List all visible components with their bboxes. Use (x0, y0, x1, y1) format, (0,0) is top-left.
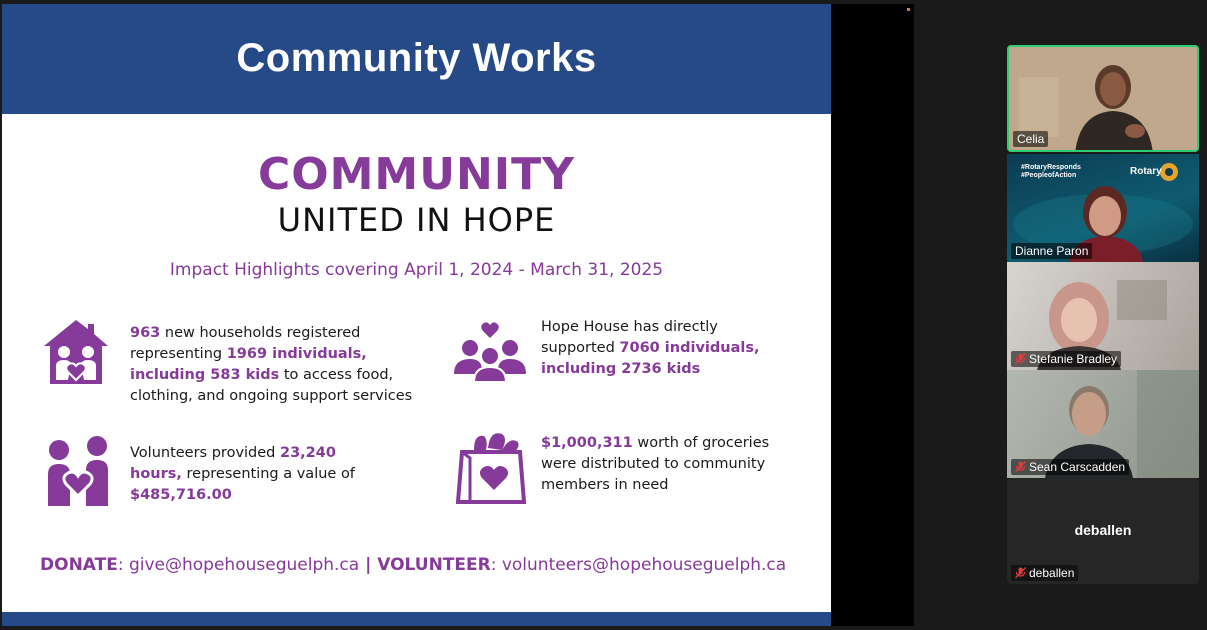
stat-volunteer-hours (130, 443, 370, 506)
grocery-bag-heart-icon (454, 428, 528, 506)
hashtag-people-of-action: #PeopleofAction (1021, 172, 1077, 179)
brand-subtitle: UNITED IN HOPE (277, 201, 556, 239)
stat-text-part: $1,000,311 (541, 435, 633, 451)
rotary-hashtags (1021, 164, 1081, 180)
participant-name-label (1011, 351, 1121, 367)
rotary-logo-text: Rotary (1130, 166, 1162, 177)
stat-text-part: new households registered representing (130, 325, 361, 362)
contact-line (40, 555, 820, 575)
house-family-icon (40, 316, 112, 388)
mic-muted-icon (1015, 567, 1026, 579)
stat-text-part: to access food, clothing, and ongoing support services (130, 367, 413, 404)
participant-name: Sean Carscadden (1029, 460, 1126, 474)
participant-tile-sean-carscadden[interactable] (1007, 370, 1199, 478)
mic-muted-icon (1015, 461, 1026, 473)
mic-muted-icon (1015, 353, 1026, 365)
impact-highlights-heading: Impact Highlights covering April 1, 2024 - March 31, 2025 (169, 260, 664, 280)
brand-title: COMMUNITY (257, 149, 576, 200)
stat-groceries (541, 433, 781, 496)
participant-name-label (1011, 243, 1092, 259)
people-heart-icon (452, 318, 528, 384)
stat-text-part: $485,716.00 (130, 487, 232, 503)
stat-text-part: Volunteers provided (130, 445, 280, 461)
participant-name: Stefanie Bradley (1029, 352, 1118, 366)
stat-text-part: 963 (130, 325, 161, 341)
participant-tile-celia[interactable] (1007, 45, 1199, 152)
shared-slide (2, 4, 831, 626)
screen-share-indicator (907, 8, 910, 11)
stat-text-part: including 2736 kids (541, 361, 701, 377)
volunteer-label: VOLUNTEER (377, 555, 491, 575)
stat-text-part: 23,240 hours, (130, 445, 336, 482)
hashtag-rotary-responds: #RotaryResponds (1021, 164, 1081, 171)
video-off-name: deballen (1074, 522, 1132, 538)
contact-separator: | (359, 555, 378, 575)
stat-individuals-supported (541, 317, 781, 380)
participant-name-label (1013, 131, 1048, 147)
slide-header-bar (2, 4, 831, 114)
stat-text-part: worth of groceries were distributed to community members in need (541, 435, 770, 493)
stat-text-part: representing a value of (181, 466, 355, 482)
participant-name: deballen (1029, 566, 1075, 580)
volunteer-email: : volunteers@hopehouseguelph.ca (490, 555, 787, 575)
stat-households (130, 323, 430, 407)
participant-tile-stefanie-bradley[interactable] (1007, 262, 1199, 370)
slide-title: Community Works (236, 35, 597, 80)
participant-name-label (1011, 459, 1129, 475)
donate-label: DONATE (40, 555, 118, 575)
stat-text-part: 1969 individuals, including 583 kids (130, 346, 367, 383)
participant-name: Dianne Paron (1015, 244, 1089, 258)
shared-screen-margin (831, 4, 914, 626)
slide-footer-bar (2, 612, 831, 626)
volunteers-heart-icon (44, 434, 112, 508)
donate-email: : give@hopehouseguelph.ca (117, 555, 360, 575)
participant-name-label (1011, 565, 1078, 581)
stat-text-part: 7060 individuals, (619, 340, 760, 356)
stat-text-part: Hope House has directly supported (541, 319, 718, 356)
participant-tile-deballen[interactable] (1007, 478, 1199, 584)
participant-tile-dianne-paron[interactable] (1007, 154, 1199, 262)
participant-name: Celia (1017, 132, 1045, 146)
